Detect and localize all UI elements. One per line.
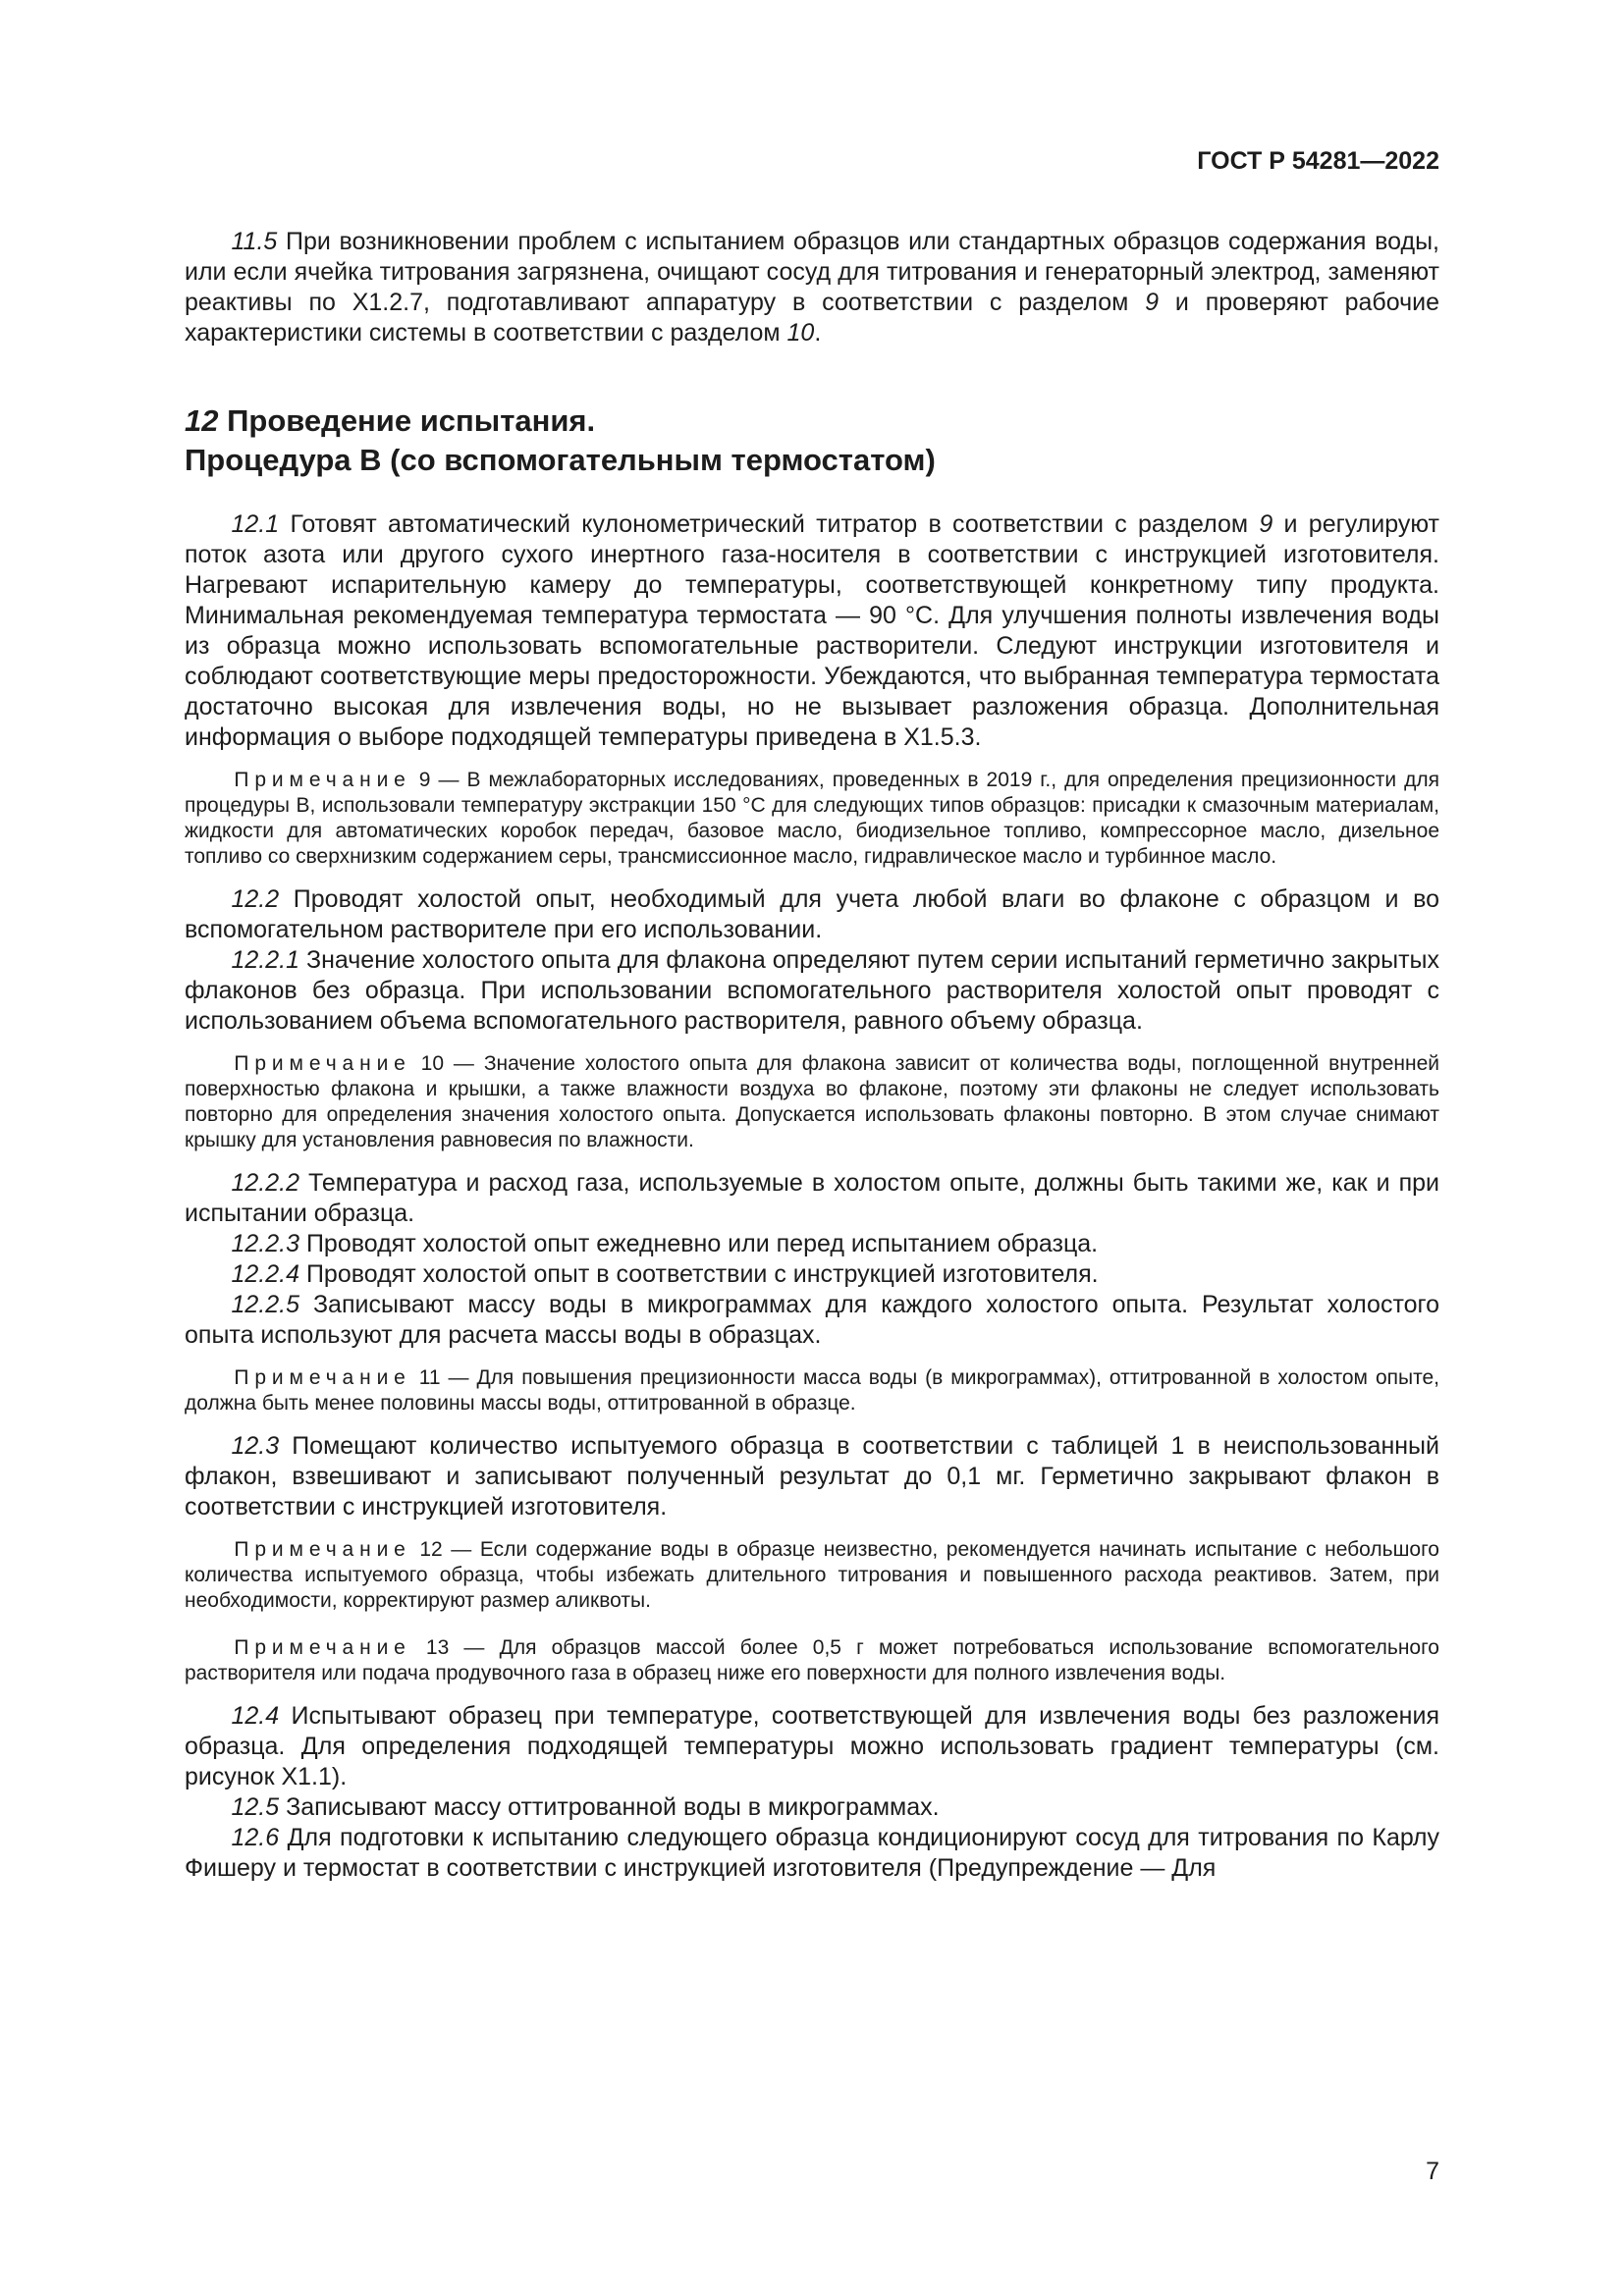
note-11: Примечание 11 — Для повышения прецизионности масса воды (в микрограммах), оттитрованной в холостом опыте, должна быть менее половины массы воды, оттитрованной в образце.	[185, 1366, 1439, 1415]
note-label: Примечание	[234, 1636, 411, 1659]
note-label: Примечание	[234, 1366, 411, 1389]
clause-number: 12.4	[231, 1702, 280, 1730]
note-12: Примечание 12 — Если содержание воды в образце неизвестно, рекомендуется начинать испытание с небольшого количества испытуемого образца, чтобы избежать длительного титрования и повышенного расхода реактивов. Затем, при необходимости, корректируют размер аликвоты.	[185, 1538, 1439, 1612]
clause-number: 12.5	[231, 1793, 280, 1821]
clause-12-4: 12.4 Испытывают образец при температуре, соответствующей для извлечения воды без разложения образца. Для определения подходящей температуры можно использовать градиент температуры (см. рисунок X1.1).	[185, 1702, 1439, 1790]
clause-12-5: 12.5 Записывают массу оттитрованной воды в микрограммах.	[231, 1793, 940, 1821]
clause-number: 12.2.5	[231, 1291, 300, 1318]
clause-number: 12.2.3	[231, 1230, 300, 1257]
note-13: Примечание 13 — Для образцов массой более 0,5 г может потребоваться использование вспомогательного растворителя или подача продувочного газа в образец ниже его поверхности для полного извлечения воды.	[185, 1636, 1439, 1684]
clause-number: 12.2.2	[231, 1169, 300, 1197]
page-number: 7	[1426, 2158, 1439, 2185]
clause-number: 11.5	[231, 228, 278, 255]
clause-12-2-3: 12.2.3 Проводят холостой опыт ежедневно или перед испытанием образца.	[231, 1230, 1099, 1257]
note-label: Примечание	[234, 1052, 411, 1075]
note-label: Примечание	[234, 1538, 411, 1561]
clause-12-2-2: 12.2.2 Температура и расход газа, используемые в холостом опыте, должны быть такими же, как и при испытании образца.	[185, 1169, 1439, 1227]
clause-12-1: 12.1 Готовят автоматический кулонометрический титратор в соответствии с разделом 9 и регулируют поток азота или другого сухого инертного газа-носителя в соответствии с инструкцией изготовителя. Нагревают испарительную камеру до температуры, соответствующей конкретному типу продукта. Минимальная рекомендуемая температура термостата — 90 °С. Для улучшения полноты извлечения воды из образца можно использовать вспомогательные растворители. Следуют инструкции изготовителя и соблюдают соответствующие меры предосторожности. Убеждаются, что выбранная температура термостата достаточно высокая для извлечения воды, но не вызывает разложения образца. Дополнительная информация о выборе подходящей температуры приведена в X1.5.3.	[185, 510, 1440, 751]
clause-12-2-5: 12.2.5 Записывают массу воды в микрограммах для каждого холостого опыта. Результат холостого опыта используют для расчета массы воды в образцах.	[185, 1291, 1439, 1349]
clause-number: 12.2	[231, 885, 280, 913]
section-heading-12: 12 Проведение испытания. Процедура В (со вспомогательным термостатом)	[185, 403, 936, 477]
clause-12-2-1: 12.2.1 Значение холостого опыта для флакона определяют путем серии испытаний герметично закрытых флаконов без образца. При использовании вспомогательного растворителя холостой опыт проводят с использованием объема вспомогательного растворителя, равного объему образца.	[185, 946, 1439, 1035]
note-9: Примечание 9 — В межлабораторных исследованиях, проведенных в 2019 г., для определения прецизионности для процедуры В, использовали температуру экстракции 150 °С для следующих типов образцов: присадки к смазочным материалам, жидкости для автоматических коробок передач, базовое масло, биодизельное топливо, компрессорное масло, дизельное топливо со сверхнизким содержанием серы, трансмиссионное масло, гидравлическое масло и турбинное масло.	[185, 769, 1439, 868]
clause-number: 12.3	[231, 1432, 280, 1460]
note-10: Примечание 10 — Значение холостого опыта для флакона зависит от количества воды, поглощенной внутренней поверхностью флакона и крышки, а также влажности воздуха во флаконе, поэтому эти флаконы не следует использовать повторно для определения значения холостого опыта. Допускается использовать флаконы повторно. В этом случае снимают крышку для установления равновесия по влажности.	[185, 1052, 1439, 1151]
clause-12-6: 12.6 Для подготовки к испытанию следующего образца кондиционируют сосуд для титрования по Карлу Фишеру и термостат в соответствии с инструкцией изготовителя (Предупреждение — Для	[185, 1824, 1439, 1882]
clause-12-2: 12.2 Проводят холостой опыт, необходимый для учета любой влаги во флаконе с образцом и во вспомогательном растворителе при его использовании.	[185, 885, 1439, 943]
section-number: 12	[185, 403, 219, 438]
clause-12-3: 12.3 Помещают количество испытуемого образца в соответствии с таблицей 1 в неиспользованный флакон, взвешивают и записывают полученный результат до 0,1 мг. Герметично закрывают флакон в соответствии с инструкцией изготовителя.	[185, 1432, 1439, 1521]
clause-number: 12.2.4	[231, 1260, 300, 1288]
clause-number: 12.1	[231, 510, 280, 538]
clause-number: 12.2.1	[231, 946, 300, 974]
document-body	[185, 227, 1439, 1884]
clause-number: 12.6	[231, 1824, 280, 1851]
document-header: ГОСТ Р 54281—2022	[1197, 147, 1439, 175]
note-label: Примечание	[234, 769, 411, 791]
clause-11-5: 11.5 При возникновении проблем с испытанием образцов или стандартных образцов содержания воды, или если ячейка титрования загрязнена, очищают сосуд для титрования и генераторный электрод, заменяют реактивы по X1.2.7, подготавливают аппаратуру в соответствии с разделом 9 и проверяют рабочие характеристики системы в соответствии с разделом 10.	[185, 228, 1439, 347]
clause-12-2-4: 12.2.4 Проводят холостой опыт в соответствии с инструкцией изготовителя.	[231, 1260, 1099, 1288]
